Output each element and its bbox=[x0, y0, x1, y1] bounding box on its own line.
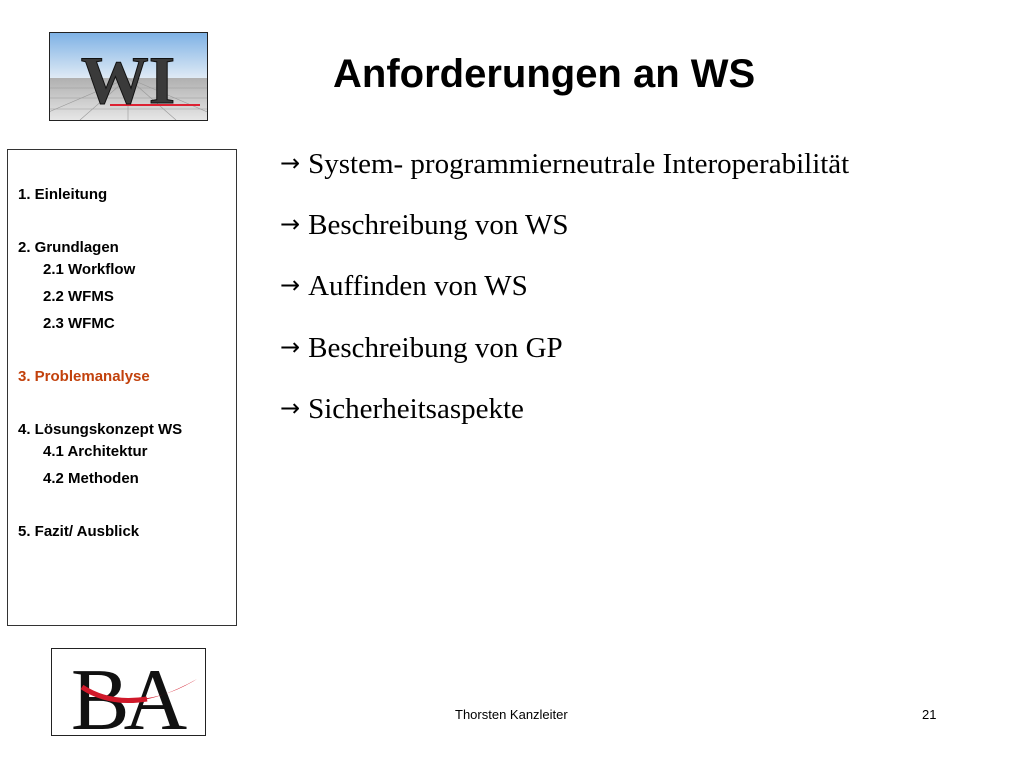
agenda-item-methoden: 4.2 Methoden bbox=[43, 470, 139, 487]
arrow-right-icon: → bbox=[280, 394, 301, 422]
agenda-item-wfmc: 2.3 WFMC bbox=[43, 315, 115, 332]
agenda-box bbox=[7, 149, 237, 626]
bullet-item bbox=[280, 270, 528, 303]
agenda-item-wfms: 2.2 WFMS bbox=[43, 288, 114, 305]
agenda-item-einleitung: 1. Einleitung bbox=[18, 186, 108, 203]
agenda-item-fazit: 5. Fazit/ Ausblick bbox=[18, 523, 140, 540]
bullet-text: Sicherheitsaspekte bbox=[308, 393, 524, 425]
bullet-text: Beschreibung von WS bbox=[308, 209, 569, 241]
bullet-item bbox=[280, 148, 849, 181]
arrow-right-icon: → bbox=[280, 333, 301, 361]
bullet-text: System- programmierneutrale Interoperabilität bbox=[308, 148, 850, 180]
footer-author: Thorsten Kanzleiter bbox=[455, 707, 568, 722]
slide-title: Anforderungen an WS bbox=[333, 52, 756, 96]
arrow-right-icon: → bbox=[280, 149, 301, 177]
agenda-item-workflow: 2.1 Workflow bbox=[43, 261, 136, 278]
wi-logo-text: WI bbox=[80, 42, 176, 118]
ba-logo bbox=[51, 648, 206, 736]
agenda-item-architektur: 4.1 Architektur bbox=[43, 443, 148, 460]
arrow-right-icon: → bbox=[280, 210, 301, 238]
bullet-text: Beschreibung von GP bbox=[308, 332, 563, 364]
wi-logo bbox=[49, 32, 208, 121]
page-number: 21 bbox=[922, 707, 937, 722]
agenda-item-grundlagen: 2. Grundlagen bbox=[18, 239, 119, 256]
bullet-item bbox=[280, 393, 524, 426]
bullet-text: Auffinden von WS bbox=[308, 270, 528, 302]
ba-logo-text: BA bbox=[70, 652, 182, 735]
agenda-item-loesungskonzept: 4. Lösungskonzept WS bbox=[18, 421, 183, 438]
bullet-item bbox=[280, 209, 569, 242]
arrow-right-icon: → bbox=[280, 271, 301, 299]
bullet-item bbox=[280, 332, 563, 365]
agenda-item-problemanalyse: 3. Problemanalyse bbox=[18, 368, 150, 385]
